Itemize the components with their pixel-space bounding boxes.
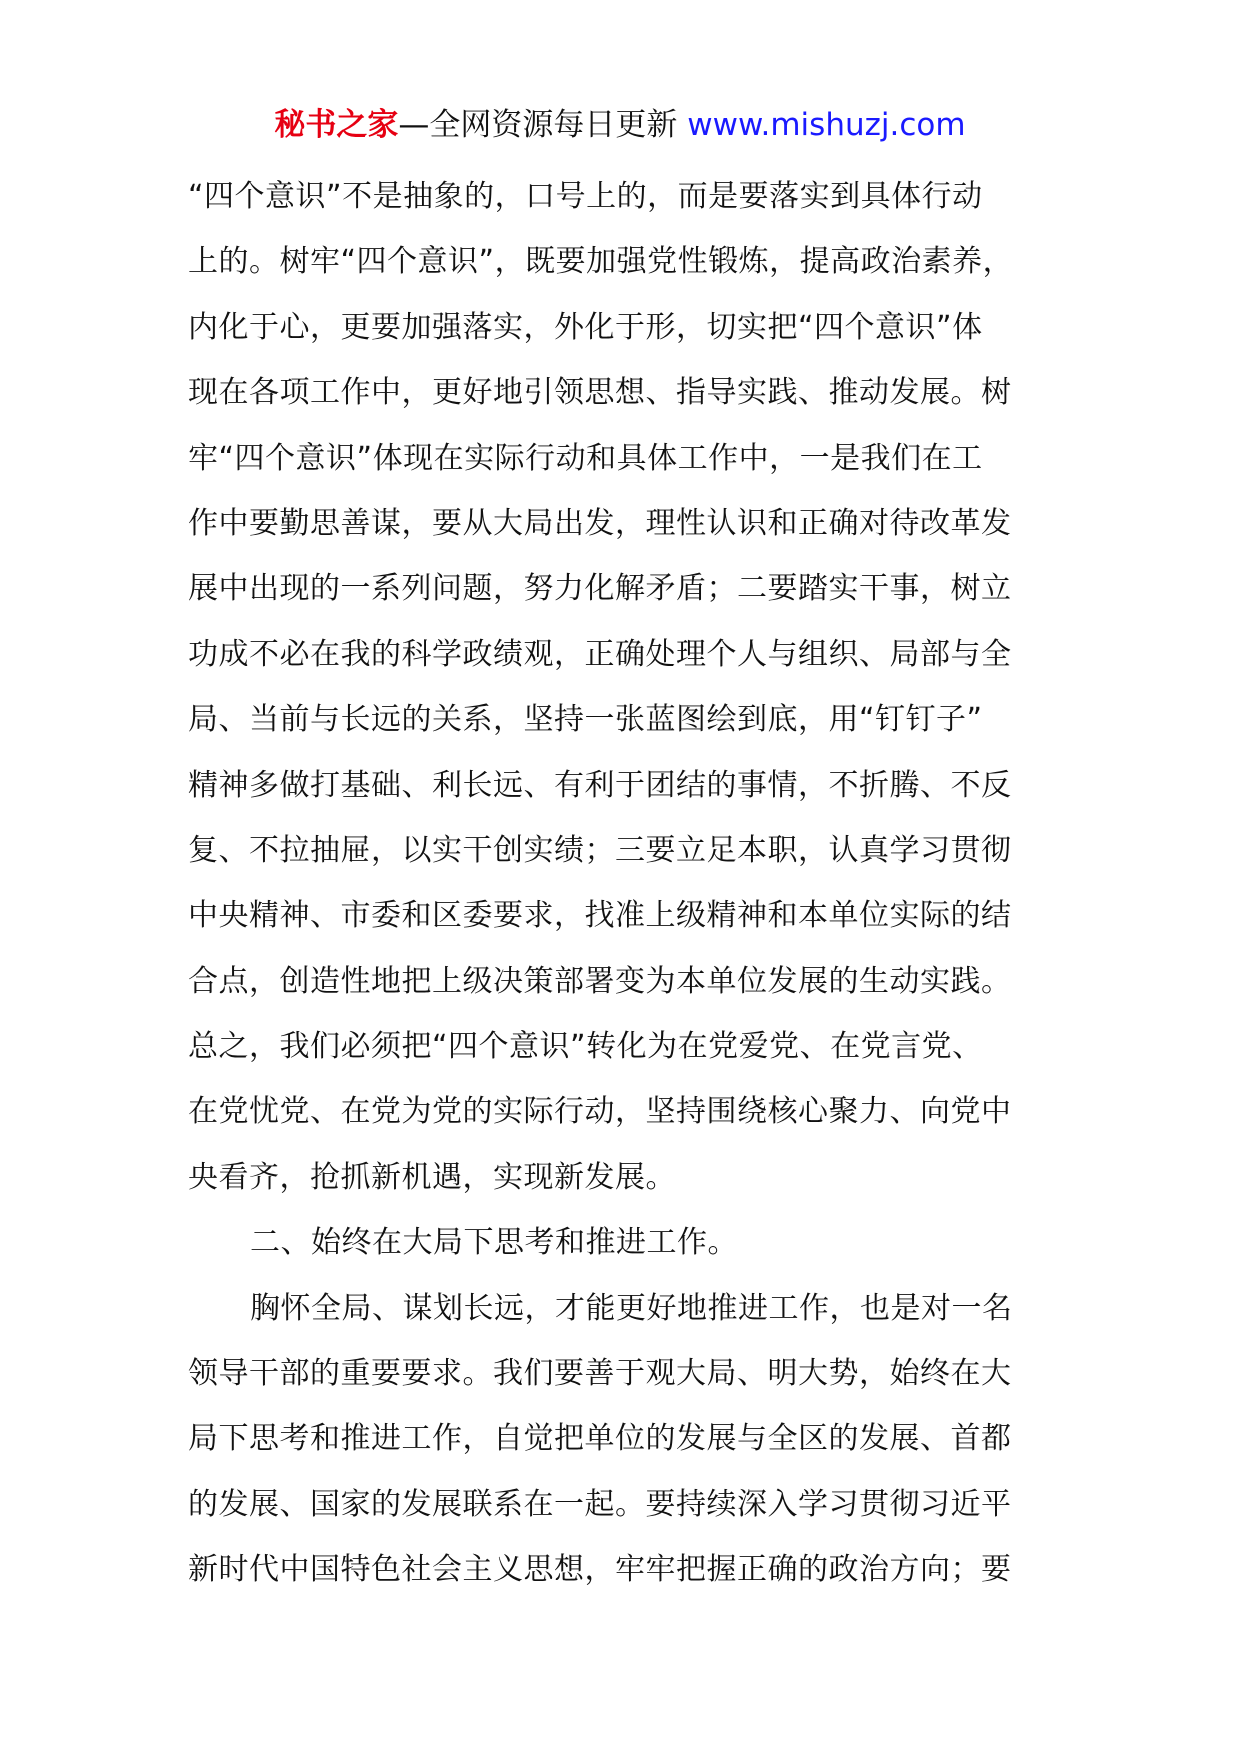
text-line: 合点，创造性地把上级决策部署变为本单位发展的生动实践。 bbox=[188, 963, 1012, 999]
text-line: 总之，我们必须把“四个意识”转化为在党爱党、在党言党、 bbox=[188, 1029, 983, 1065]
header-tagline: —全网资源每日更新 bbox=[398, 107, 688, 143]
text-line: “四个意识”不是抽象的，口号上的，而是要落实到具体行动 bbox=[188, 179, 983, 214]
text-line: 现在各项工作中，更好地引领思想、指导实践、推动发展。树 bbox=[188, 375, 1012, 411]
site-header bbox=[0, 100, 1240, 150]
text-line: 局、当前与长远的关系，坚持一张蓝图绘到底，用“钉钉子” bbox=[188, 702, 983, 738]
text-line: 中央精神、市委和区委要求，找准上级精神和本单位实际的结 bbox=[188, 898, 1012, 934]
text-line: 胸怀全局、谋划长远，才能更好地推进工作，也是对一名 bbox=[250, 1290, 1013, 1326]
text-line: 牢“四个意识”体现在实际行动和具体工作中，一是我们在工 bbox=[188, 440, 983, 476]
text-line: 领导干部的重要要求。我们要善于观大局、明大势，始终在大 bbox=[188, 1356, 1012, 1392]
document-body bbox=[188, 164, 1068, 1603]
text-line: 内化于心，更要加强落实，外化于形，切实把“四个意识”体 bbox=[188, 309, 983, 345]
text-line: 精神多做打基础、利长远、有利于团结的事情，不折腾、不反 bbox=[188, 767, 1012, 803]
brand-name: 秘书之家 bbox=[274, 107, 399, 143]
text-line: 的发展、国家的发展联系在一起。要持续深入学习贯彻习近平 bbox=[188, 1486, 1012, 1522]
text-line: 复、不拉抽屉，以实干创实绩；三要立足本职，认真学习贯彻 bbox=[188, 832, 1012, 868]
site-url-link[interactable]: www.mishuzj.com bbox=[687, 107, 966, 143]
text-line: 局下思考和推进工作，自觉把单位的发展与全区的发展、首都 bbox=[188, 1421, 1012, 1457]
text-line: 二、始终在大局下思考和推进工作。 bbox=[250, 1225, 738, 1261]
text-line: 在党忧党、在党为党的实际行动，坚持围绕核心聚力、向党中 bbox=[188, 1094, 1012, 1130]
text-line: 功成不必在我的科学政绩观，正确处理个人与组织、局部与全 bbox=[188, 636, 1012, 672]
text-line: 作中要勤思善谋，要从大局出发，理性认识和正确对待改革发 bbox=[188, 505, 1012, 541]
text-line: 上的。树牢“四个意识”，既要加强党性锻炼，提高政治素养， bbox=[188, 244, 1014, 280]
text-line: 新时代中国特色社会主义思想，牢牢把握正确的政治方向；要 bbox=[188, 1552, 1012, 1588]
text-line: 展中出现的一系列问题，努力化解矛盾；二要踏实干事，树立 bbox=[188, 571, 1012, 607]
text-line: 央看齐，抢抓新机遇，实现新发展。 bbox=[188, 1159, 676, 1195]
